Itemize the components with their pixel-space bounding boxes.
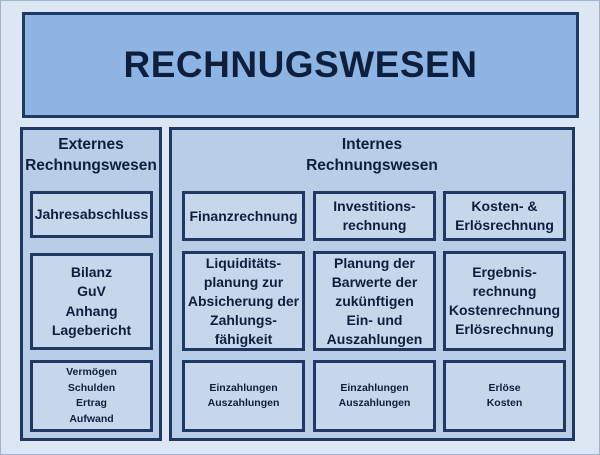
value-item: Einzahlungen [340,381,409,394]
component-item: Bilanz [70,263,113,280]
description-line: Ein- und [346,311,403,328]
internal-heading-line: Internes [341,136,403,153]
description-line: fähigkeit [214,330,273,347]
jahresabschluss-label: Jahresabschluss [34,206,149,222]
description-line: Barwerte der [331,273,418,290]
external-heading-line: Rechnungswesen [25,157,157,174]
kostenrechnung-values-box [443,360,566,432]
value-item: Auszahlungen [207,397,280,409]
component-item: Anhang [65,302,118,319]
description-line: Liquiditäts- [205,254,282,271]
description-line: zukünftigen [335,292,414,309]
description-line: Erlösrechnung [455,321,554,337]
column-header-label: rechnung [342,217,407,233]
investitionsrechnung-header-box [313,191,436,241]
component-item: GuV [77,283,106,299]
description-line: Planung der [334,254,415,271]
component-item: Lagebericht [51,322,132,338]
value-item: Auszahlungen [338,397,411,409]
investitionsrechnung-description-box [313,251,436,351]
external-values-box [30,360,153,432]
internal-heading [306,134,438,176]
description-line: Kostenrechnung [448,302,561,318]
value-item: Vermögen [66,366,117,378]
jahresabschluss-box [30,191,153,238]
column-header-label: Investitions- [333,198,416,214]
value-item: Aufwand [69,412,114,425]
finanzrechnung-values-box [182,360,305,432]
external-heading-line: Externes [58,136,124,153]
description-line: planung zur [203,273,284,290]
finanzrechnung-description-box [182,251,305,351]
value-item: Ertrag [76,397,107,409]
value-item: Schulden [67,381,116,394]
external-heading [25,134,157,176]
abschluss-components-box [30,253,153,350]
finanzrechnung-header-box [182,191,305,241]
description-line: Ergebnis- [472,264,537,280]
description-line: Absicherung der [187,292,300,309]
value-item: Erlöse [488,381,521,394]
column-header-label: Kosten- & [471,198,538,214]
kostenrechnung-header-box [443,191,566,241]
value-item: Einzahlungen [209,381,278,394]
column-header-label: Erlösrechnung [455,217,554,233]
description-line: Zahlungs- [210,311,277,328]
description-line: rechnung [472,283,537,299]
page-title [22,12,579,118]
internal-heading-line: Rechnungswesen [306,157,438,174]
title-text: RECHNUGSWESEN [123,44,478,85]
column-header-label: Finanzrechnung [189,207,298,224]
description-line: Auszahlungen [326,330,423,347]
kostenrechnung-description-box [443,251,566,351]
value-item: Kosten [486,397,523,409]
investitionsrechnung-values-box [313,360,436,432]
